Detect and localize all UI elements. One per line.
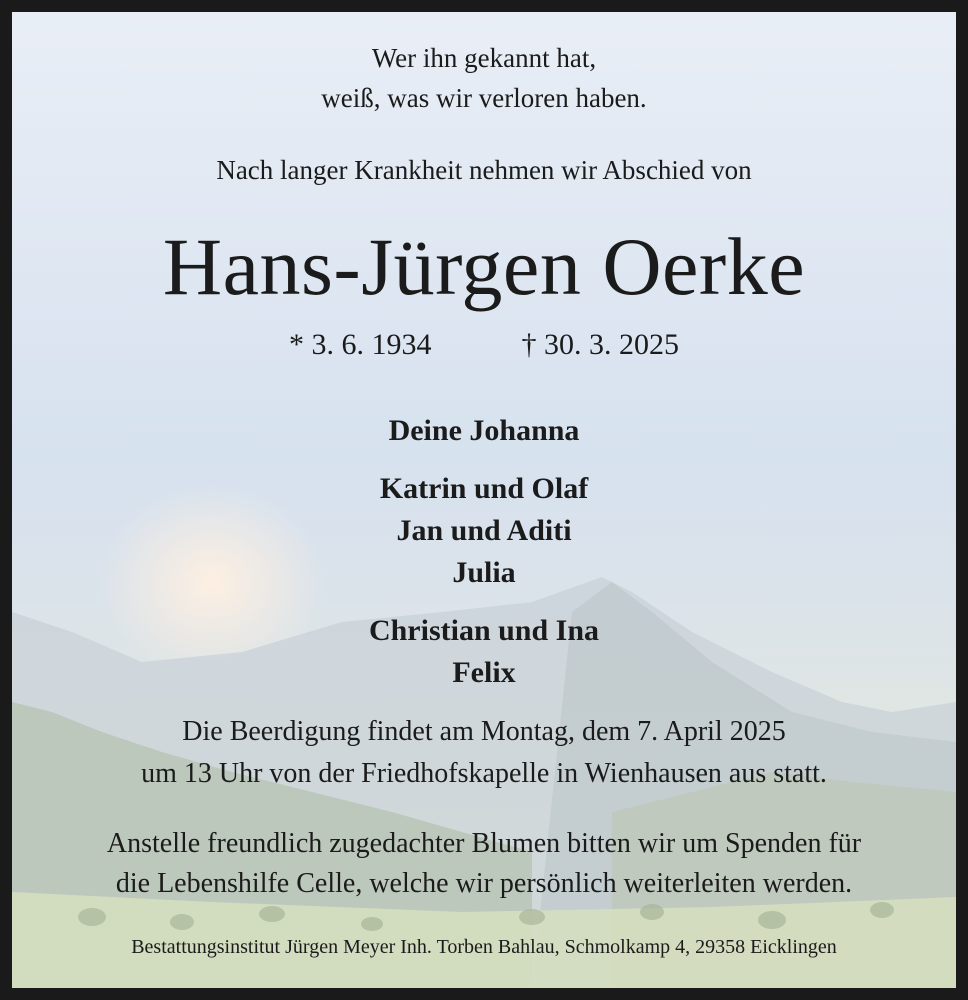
mourner-spouse: Deine Johanna (388, 414, 580, 447)
funeral-info-line-2: um 13 Uhr von der Friedhofskapelle in Wienhausen aus statt. (141, 758, 827, 789)
quote-line-1: Wer ihn gekannt hat, (371, 43, 597, 73)
donation-info-line-2: die Lebenshilfe Celle, welche wir persönlich weiterleiten werden. (115, 868, 853, 899)
quote-line-2: weiß, was wir verloren haben. (321, 83, 647, 113)
deceased-name: Hans-Jürgen Oerke (162, 221, 806, 312)
mourner-line: Felix (452, 656, 516, 689)
intro-text: Nach langer Krankheit nehmen wir Abschied von (216, 155, 752, 185)
donation-info-line-1: Anstelle freundlich zugedachter Blumen bitten wir um Spenden für (106, 828, 862, 859)
funeral-info-line-1: Die Beerdigung findet am Montag, dem 7. April 2025 (182, 716, 786, 747)
mourner-line: Julia (452, 556, 516, 589)
death-date: † 30. 3. 2025 (521, 328, 679, 361)
mourner-line: Jan und Aditi (396, 514, 572, 547)
birth-date: * 3. 6. 1934 (289, 328, 432, 361)
mourner-line: Katrin und Olaf (379, 472, 589, 505)
undertaker-info: Bestattungsinstitut Jürgen Meyer Inh. Torben Bahlau, Schmolkamp 4, 29358 Eicklingen (131, 936, 837, 958)
life-dates (12, 328, 956, 362)
mourner-line: Christian und Ina (368, 614, 600, 647)
